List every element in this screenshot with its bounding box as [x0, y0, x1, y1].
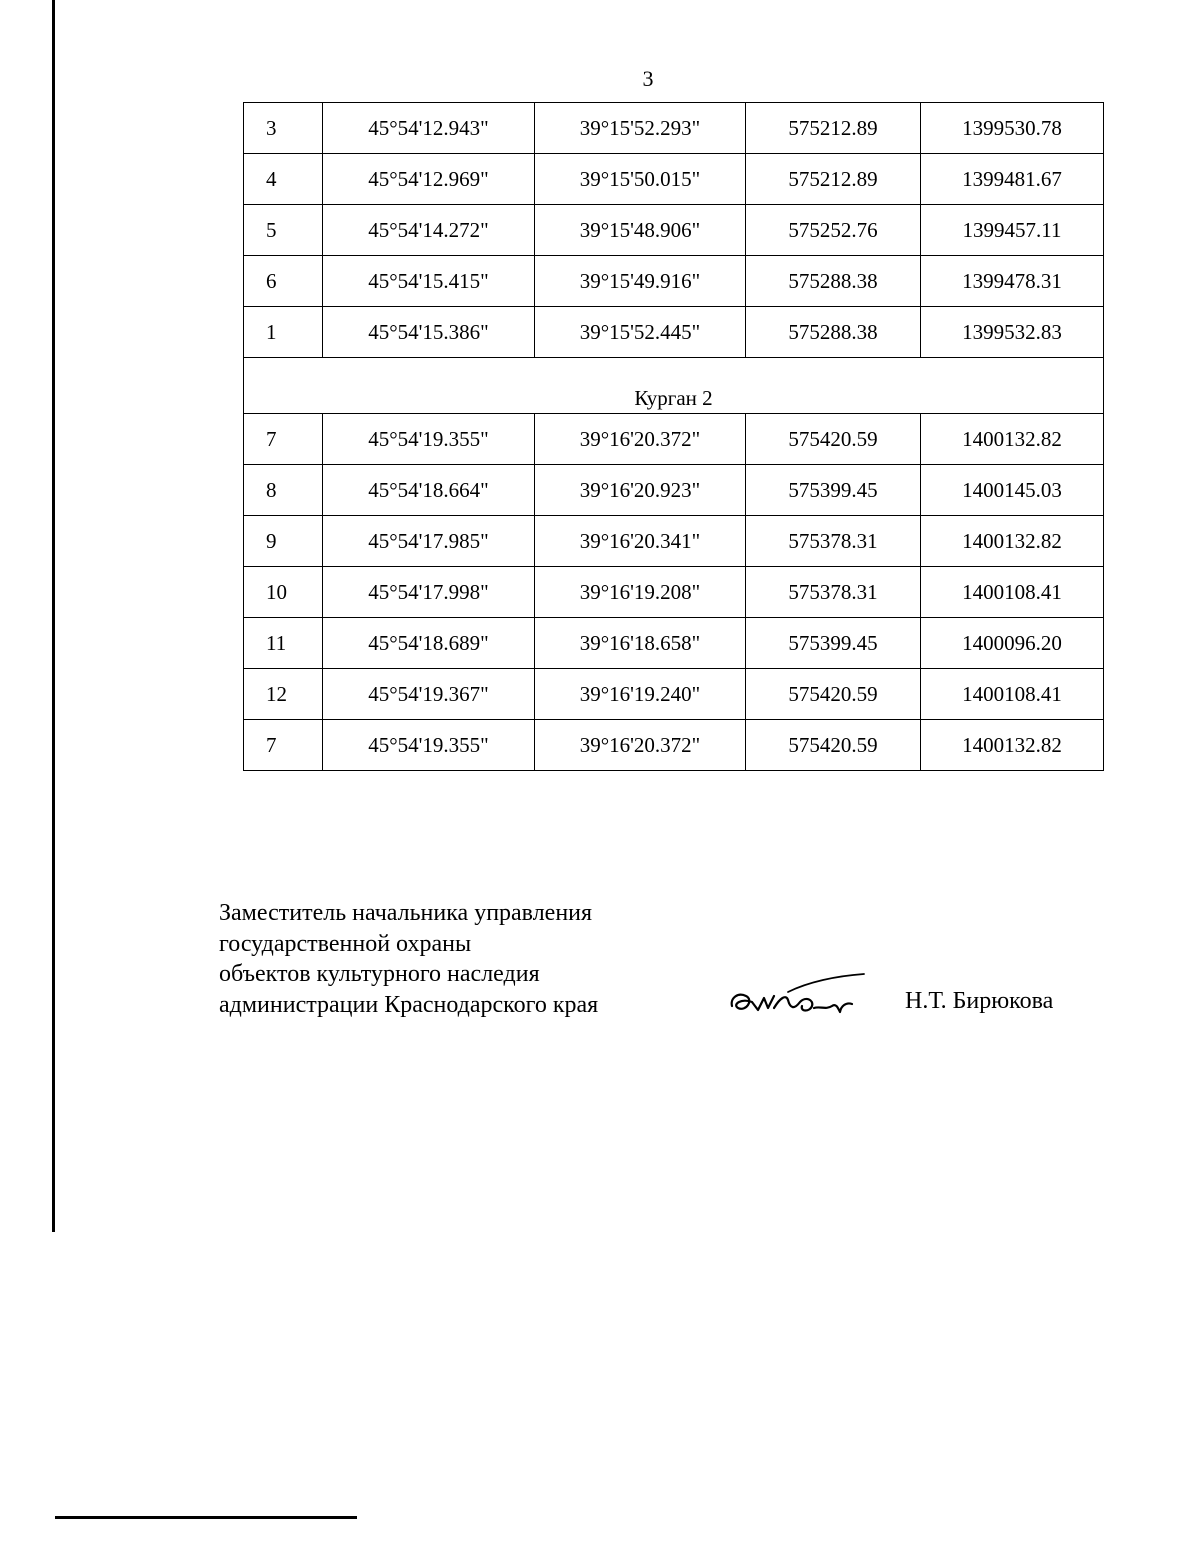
coordinates-table-body — [244, 103, 1104, 771]
table-row — [244, 103, 1104, 154]
signatory-position — [219, 898, 598, 1020]
point-number: 9 — [244, 516, 323, 567]
position-line: объектов культурного наследия — [219, 961, 540, 987]
x-coordinate-cell: 575212.89 — [746, 103, 921, 154]
point-number: 7 — [244, 720, 323, 771]
point-number: 3 — [244, 103, 323, 154]
point-number: 5 — [244, 205, 323, 256]
longitude-cell: 39°16'20.923" — [535, 465, 746, 516]
table-row — [244, 669, 1104, 720]
signer-name: Н.Т. Бирюкова — [905, 988, 1054, 1014]
longitude-cell: 39°16'19.240" — [535, 669, 746, 720]
left-margin-rule — [52, 0, 55, 1232]
longitude-cell: 39°16'20.341" — [535, 516, 746, 567]
longitude-cell: 39°16'18.658" — [535, 618, 746, 669]
x-coordinate-cell: 575252.76 — [746, 205, 921, 256]
x-coordinate-cell: 575288.38 — [746, 307, 921, 358]
bottom-footer-rule — [55, 1516, 357, 1519]
latitude-cell: 45°54'17.998" — [323, 567, 535, 618]
x-coordinate-cell: 575420.59 — [746, 414, 921, 465]
longitude-cell: 39°16'19.208" — [535, 567, 746, 618]
latitude-cell: 45°54'17.985" — [323, 516, 535, 567]
point-number: 11 — [244, 618, 323, 669]
table-row — [244, 516, 1104, 567]
table-row — [244, 154, 1104, 205]
longitude-cell: 39°16'20.372" — [535, 414, 746, 465]
longitude-cell: 39°15'50.015" — [535, 154, 746, 205]
table-row — [244, 567, 1104, 618]
longitude-cell: 39°15'52.445" — [535, 307, 746, 358]
y-coordinate-cell: 1400132.82 — [921, 414, 1104, 465]
x-coordinate-cell: 575288.38 — [746, 256, 921, 307]
y-coordinate-cell: 1400096.20 — [921, 618, 1104, 669]
handwritten-signature — [728, 968, 868, 1028]
x-coordinate-cell: 575212.89 — [746, 154, 921, 205]
latitude-cell: 45°54'12.943" — [323, 103, 535, 154]
x-coordinate-cell: 575420.59 — [746, 669, 921, 720]
latitude-cell: 45°54'12.969" — [323, 154, 535, 205]
position-line: государственной охраны — [219, 930, 472, 957]
y-coordinate-cell: 1399457.11 — [921, 205, 1104, 256]
x-coordinate-cell: 575378.31 — [746, 567, 921, 618]
table-row — [244, 720, 1104, 771]
x-coordinate-cell: 575420.59 — [746, 720, 921, 771]
x-coordinate-cell: 575378.31 — [746, 516, 921, 567]
table-row — [244, 618, 1104, 669]
position-line: Заместитель начальника управления — [219, 900, 593, 926]
latitude-cell: 45°54'14.272" — [323, 205, 535, 256]
y-coordinate-cell: 1400132.82 — [921, 720, 1104, 771]
y-coordinate-cell: 1399532.83 — [921, 307, 1104, 358]
point-number: 12 — [244, 669, 323, 720]
latitude-cell: 45°54'19.355" — [323, 720, 535, 771]
latitude-cell: 45°54'19.355" — [323, 414, 535, 465]
point-number: 10 — [244, 567, 323, 618]
page-number: 3 — [642, 66, 654, 91]
table-row — [244, 465, 1104, 516]
longitude-cell: 39°15'49.916" — [535, 256, 746, 307]
table-row — [244, 414, 1104, 465]
latitude-cell: 45°54'19.367" — [323, 669, 535, 720]
y-coordinate-cell: 1399481.67 — [921, 154, 1104, 205]
latitude-cell: 45°54'18.689" — [323, 618, 535, 669]
point-number: 1 — [244, 307, 323, 358]
y-coordinate-cell: 1400108.41 — [921, 567, 1104, 618]
x-coordinate-cell: 575399.45 — [746, 465, 921, 516]
y-coordinate-cell: 1399530.78 — [921, 103, 1104, 154]
point-number: 8 — [244, 465, 323, 516]
point-number: 4 — [244, 154, 323, 205]
table-row — [244, 256, 1104, 307]
longitude-cell: 39°15'52.293" — [535, 103, 746, 154]
y-coordinate-cell: 1400132.82 — [921, 516, 1104, 567]
point-number: 6 — [244, 256, 323, 307]
longitude-cell: 39°16'20.372" — [535, 720, 746, 771]
position-line: администрации Краснодарского края — [219, 991, 599, 1018]
latitude-cell: 45°54'18.664" — [323, 465, 535, 516]
table-row — [244, 307, 1104, 358]
coordinates-table — [243, 102, 1104, 771]
section-title: Курган 2 — [244, 358, 1104, 414]
point-number: 7 — [244, 414, 323, 465]
x-coordinate-cell: 575399.45 — [746, 618, 921, 669]
section-row — [244, 358, 1104, 414]
table-row — [244, 205, 1104, 256]
y-coordinate-cell: 1400108.41 — [921, 669, 1104, 720]
latitude-cell: 45°54'15.415" — [323, 256, 535, 307]
latitude-cell: 45°54'15.386" — [323, 307, 535, 358]
longitude-cell: 39°15'48.906" — [535, 205, 746, 256]
y-coordinate-cell: 1399478.31 — [921, 256, 1104, 307]
y-coordinate-cell: 1400145.03 — [921, 465, 1104, 516]
